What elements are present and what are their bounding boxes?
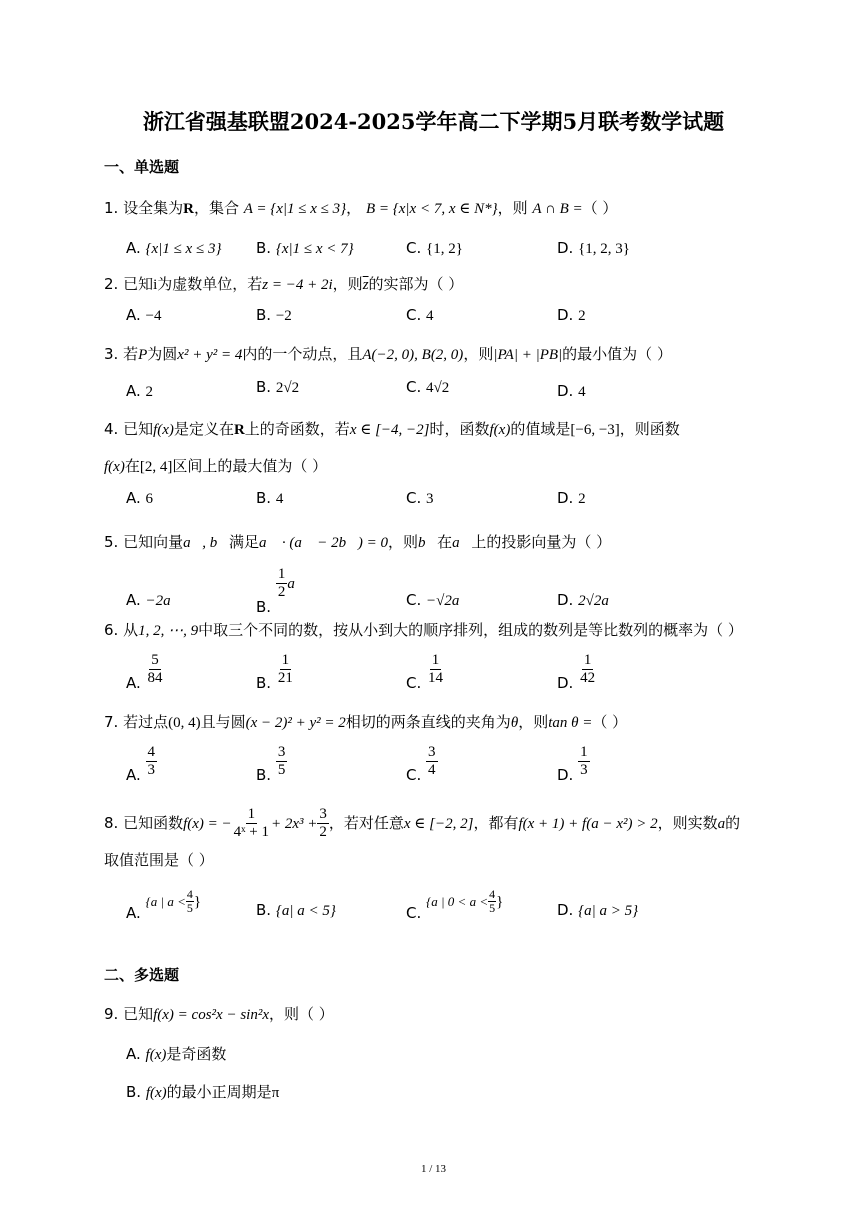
option-fraction — [146, 652, 165, 687]
question-text: ，则 — [387, 533, 418, 551]
answer-parens: （ ） — [582, 199, 618, 217]
question-number: 7. — [104, 713, 119, 731]
option-a — [126, 1044, 226, 1065]
numerator: 1 — [277, 566, 286, 582]
question-3 — [104, 344, 672, 365]
question-text: 的 — [725, 814, 741, 832]
option-a — [126, 652, 165, 692]
option-c — [406, 377, 449, 398]
math-abs-sum: |PA| + |PB| — [493, 347, 563, 363]
denominator: 3 — [580, 762, 588, 778]
option-label: B. — [256, 674, 272, 692]
option-c — [406, 744, 438, 784]
math-i: i — [153, 277, 158, 293]
question-number: 6. — [104, 621, 119, 639]
option-label: B. — [256, 239, 272, 257]
denominator: 5 — [186, 901, 193, 915]
option-label: C. — [406, 591, 422, 609]
numerator: 1 — [281, 652, 290, 668]
option-label: C. — [406, 306, 422, 324]
question-text: 已知向量 — [123, 533, 184, 551]
option-label: D. — [557, 306, 574, 324]
math-circle: x² + y² = 4 — [177, 347, 243, 363]
option-label: B. — [256, 306, 272, 324]
option-a — [126, 488, 153, 509]
question-text: 中取三个不同的数，按从小到大的顺序排列，组成的数列是等比数列的概率为（ ） — [198, 621, 743, 639]
option-value: 4 — [426, 308, 434, 324]
option-fraction — [276, 652, 295, 687]
option-label: A. — [126, 766, 141, 784]
question-text: 若 — [123, 345, 139, 363]
question-text: ，则 — [497, 199, 528, 217]
option-label: B. — [256, 378, 272, 396]
option-value: 3 — [426, 491, 434, 507]
option-b — [256, 305, 292, 326]
math-pi: π — [271, 1085, 280, 1101]
option-value: 4√2 — [426, 380, 450, 396]
option-label: B. — [256, 766, 272, 784]
option-value: 4 — [578, 384, 586, 400]
numerator: 3 — [428, 744, 436, 760]
option-text: 是奇函数 — [166, 1045, 227, 1063]
math-vector-a: a⃗ — [452, 535, 472, 551]
math-fx: f(x) — [104, 459, 125, 475]
numerator: 4 — [147, 744, 156, 760]
question-text: 且与圆 — [200, 713, 246, 731]
option-value: 6 — [145, 491, 154, 507]
option-value: 2√2a⃗ — [578, 593, 621, 609]
option-label: C. — [406, 766, 422, 784]
question-text: ，集合 — [193, 199, 239, 217]
question-2 — [104, 274, 463, 295]
option-value: −2a⃗ — [145, 593, 183, 609]
denominator: 4ˣ + 1 — [233, 824, 269, 840]
math-expression: A ∩ B = — [532, 201, 583, 217]
math-R: R — [233, 422, 245, 438]
option-label: B. — [256, 598, 272, 616]
option-value: } — [496, 894, 504, 910]
denominator: 42 — [580, 670, 596, 686]
option-label: A. — [126, 382, 141, 400]
denominator: 5 — [489, 901, 496, 915]
option-label: D. — [557, 674, 574, 692]
question-number: 9. — [104, 1005, 119, 1023]
question-text: 设全集为 — [123, 199, 184, 217]
question-text: 上的奇函数，若 — [244, 420, 350, 438]
math-fraction — [317, 806, 329, 841]
math-set-a: A = {x|1 ≤ x ≤ 3} — [243, 201, 347, 217]
question-text: 内的一个动点，且 — [242, 345, 363, 363]
question-8 — [104, 806, 740, 841]
denominator: 21 — [277, 670, 293, 686]
math-range: [−6, −3] — [570, 422, 620, 438]
denominator: 4 — [428, 762, 436, 778]
option-fraction — [578, 652, 597, 687]
question-text: ，则 — [463, 345, 494, 363]
option-text: 的最小正周期是 — [166, 1083, 272, 1101]
question-text: 在 — [437, 533, 453, 551]
math-sequence: 1, 2, ⋯, 9 — [138, 623, 199, 639]
math-vectors: a⃗, b⃗ — [183, 535, 229, 551]
option-label: B. — [256, 901, 272, 919]
question-1: 1. 设全集为R，集合 A = {x|1 ≤ x ≤ 3}， B = {x|x < 7, x ∈ N*}，则 A ∩ B =（ ） — [104, 199, 618, 217]
option-label: A. — [126, 591, 141, 609]
question-text: ，则 — [332, 275, 363, 293]
math-R: R — [183, 201, 194, 217]
numerator: 1 — [580, 744, 588, 760]
option-b — [256, 652, 295, 692]
denominator: 3 — [147, 762, 156, 778]
option-value: } — [193, 894, 202, 910]
section-heading-single-choice: 一、单选题 — [104, 158, 180, 176]
question-text: ，则（ ） — [268, 1005, 334, 1023]
denominator: 2 — [277, 584, 286, 600]
question-6 — [104, 620, 743, 641]
option-a — [126, 744, 157, 784]
question-text: ，则函数 — [619, 420, 680, 438]
option-c — [406, 887, 504, 922]
option-d — [557, 744, 590, 784]
denominator: 14 — [428, 670, 444, 686]
option-label: A. — [126, 904, 141, 922]
option-value: 2 — [578, 491, 586, 507]
option-label: D. — [557, 591, 574, 609]
numerator: 4 — [489, 887, 496, 901]
option-value: −2 — [275, 308, 292, 324]
question-text: 满足 — [228, 533, 259, 551]
math-set-b: B = {x|x < 7, x ∈ N*} — [365, 201, 498, 217]
question-text: ，都有 — [473, 814, 519, 832]
option-d — [557, 238, 630, 259]
numerator: 4 — [186, 887, 193, 901]
option-value: {a | 0 < a < — [426, 894, 489, 909]
math-fx: f(x) — [489, 422, 511, 438]
option-label: A. — [126, 239, 141, 257]
option-c — [406, 590, 471, 611]
option-label: B. — [126, 1083, 142, 1101]
option-value: 2 — [578, 308, 586, 324]
option-value: 2 — [145, 384, 154, 400]
option-c — [406, 488, 434, 509]
page-title: 浙江省强基联盟2024-2025学年高二下学期5月联考数学试题 — [142, 109, 725, 134]
option-b — [256, 744, 287, 784]
numerator: 3 — [319, 806, 327, 822]
page-number: 1 / 13 — [420, 1163, 447, 1175]
numerator: 1 — [431, 652, 440, 668]
option-label: A. — [126, 1045, 141, 1063]
math-interval: [2, 4] — [139, 459, 173, 475]
option-fraction — [578, 744, 590, 779]
option-d — [557, 900, 638, 921]
math-fx: f(x) — [145, 1085, 167, 1101]
math-function: + 2x³ + — [270, 816, 318, 832]
option-value: {a| a > 5} — [578, 903, 639, 919]
option-label: B. — [256, 489, 272, 507]
math-condition: a⃗ · (a⃗ − 2b⃗) = 0 — [258, 535, 388, 551]
denominator: 84 — [147, 670, 163, 686]
option-value: −√2a⃗ — [426, 593, 472, 609]
option-value: 4 — [275, 491, 284, 507]
question-5 — [104, 532, 611, 553]
denominator: 2 — [319, 824, 327, 840]
math-point: (0, 4) — [168, 715, 201, 731]
option-b — [256, 488, 283, 509]
option-value: {a| a < 5} — [275, 903, 336, 919]
option-b — [256, 377, 299, 398]
question-text: 已知 — [123, 1005, 154, 1023]
option-a — [126, 887, 202, 922]
option-label: C. — [406, 378, 422, 396]
math-vector-b: b⃗ — [417, 535, 438, 551]
option-c — [406, 305, 434, 326]
question-text: 时，函数 — [429, 420, 490, 438]
option-label: D. — [557, 382, 574, 400]
option-label: D. — [557, 489, 574, 507]
math-p: P — [138, 347, 148, 363]
question-number: 5. — [104, 533, 119, 551]
option-b — [256, 566, 307, 616]
answer-parens: （ ） — [592, 713, 628, 731]
question-7 — [104, 712, 627, 733]
question-number: 3. — [104, 345, 119, 363]
math-fx: f(x) — [145, 1047, 167, 1063]
math-points: A(−2, 0), B(2, 0) — [362, 347, 464, 363]
math-fraction — [232, 806, 271, 841]
option-b — [126, 1082, 279, 1103]
question-text: 区间上的最大值为（ ） — [172, 457, 328, 475]
question-number: 2. — [104, 275, 119, 293]
option-value: −4 — [145, 308, 162, 324]
option-fraction — [276, 566, 288, 601]
math-inequality: f(x + 1) + f(a − x²) > 2 — [518, 816, 658, 832]
option-label: D. — [557, 239, 574, 257]
math-function: f(x) = − — [183, 816, 232, 832]
numerator: 1 — [247, 806, 256, 822]
option-d — [557, 381, 586, 402]
question-9 — [104, 1004, 334, 1025]
question-text: 的最小值为（ ） — [562, 345, 672, 363]
option-fraction — [488, 888, 496, 915]
numerator: 1 — [583, 652, 592, 668]
option-fraction — [146, 744, 158, 779]
question-text: 从 — [123, 621, 139, 639]
question-number: 1. — [104, 199, 119, 217]
question-text: 在 — [124, 457, 140, 475]
option-label: D. — [557, 901, 574, 919]
question-4 — [104, 419, 680, 440]
option-value: {a | a < — [145, 894, 186, 909]
question-text: 为虚数单位，若 — [157, 275, 263, 293]
question-text: 相切的两条直线的夹角为 — [345, 713, 511, 731]
numerator: 5 — [151, 652, 159, 668]
option-d — [557, 488, 586, 509]
option-label: A. — [126, 674, 141, 692]
section-heading-multiple-choice: 二、多选题 — [104, 966, 180, 984]
math-domain: x ∈ [−2, 2] — [403, 816, 474, 832]
option-value: {1, 2, 3} — [578, 241, 631, 257]
math-circle: (x − 2)² + y² = 2 — [245, 715, 346, 731]
question-text: ，则 — [518, 713, 549, 731]
question-text: 为圆 — [147, 345, 178, 363]
option-label: C. — [406, 489, 422, 507]
option-fraction — [276, 744, 288, 779]
option-value: a⃗ — [287, 576, 307, 592]
question-text: 是定义在 — [173, 420, 234, 438]
option-fraction — [426, 652, 445, 687]
question-8-line-2: 取值范围是（ ） — [104, 851, 214, 869]
option-fraction — [186, 888, 194, 915]
question-text: ，则实数 — [657, 814, 718, 832]
option-b — [256, 238, 354, 259]
option-label: D. — [557, 766, 574, 784]
option-d — [557, 590, 621, 611]
question-text: 已知 — [123, 275, 154, 293]
math-domain: x ∈ [−4, −2] — [349, 422, 430, 438]
option-label: C. — [406, 904, 422, 922]
option-value: 2√2 — [275, 380, 300, 396]
question-text: 已知 — [123, 420, 154, 438]
option-d — [557, 305, 586, 326]
math-a: a — [717, 816, 726, 832]
denominator: 5 — [277, 762, 286, 778]
option-d — [557, 652, 597, 692]
option-label: C. — [406, 674, 422, 692]
numerator: 3 — [277, 744, 286, 760]
math-theta: θ — [510, 715, 519, 731]
option-b — [256, 900, 336, 921]
option-c — [406, 238, 463, 259]
question-number: 8. — [104, 814, 119, 832]
math-fx: f(x) — [153, 422, 174, 438]
option-a — [126, 590, 182, 611]
question-text: 的实部为（ ） — [368, 275, 464, 293]
option-a — [126, 381, 153, 402]
option-fraction — [426, 744, 438, 779]
math-expression: z = −4 + 2i — [262, 277, 333, 293]
option-label: A. — [126, 489, 141, 507]
option-c — [406, 652, 445, 692]
option-value: {1, 2} — [426, 241, 463, 257]
option-a — [126, 305, 162, 326]
math-function: f(x) = cos²x − sin²x — [153, 1007, 269, 1023]
question-number: 4. — [104, 420, 119, 438]
question-4-line-2 — [104, 456, 327, 477]
option-value: {x|1 ≤ x < 7} — [275, 241, 354, 257]
question-text: 上的投影向量为（ ） — [471, 533, 612, 551]
option-value: {x|1 ≤ x ≤ 3} — [145, 241, 222, 257]
option-label: A. — [126, 306, 141, 324]
math-expression: tan θ = — [548, 715, 593, 731]
question-text: 的值域是 — [510, 420, 571, 438]
question-text: 已知函数 — [123, 814, 184, 832]
question-text: ，若对任意 — [328, 814, 404, 832]
option-label: C. — [406, 239, 422, 257]
option-a — [126, 238, 221, 259]
question-text: 若过点 — [123, 713, 169, 731]
math-z-conjugate: $\overline{z}$ — [362, 277, 369, 293]
